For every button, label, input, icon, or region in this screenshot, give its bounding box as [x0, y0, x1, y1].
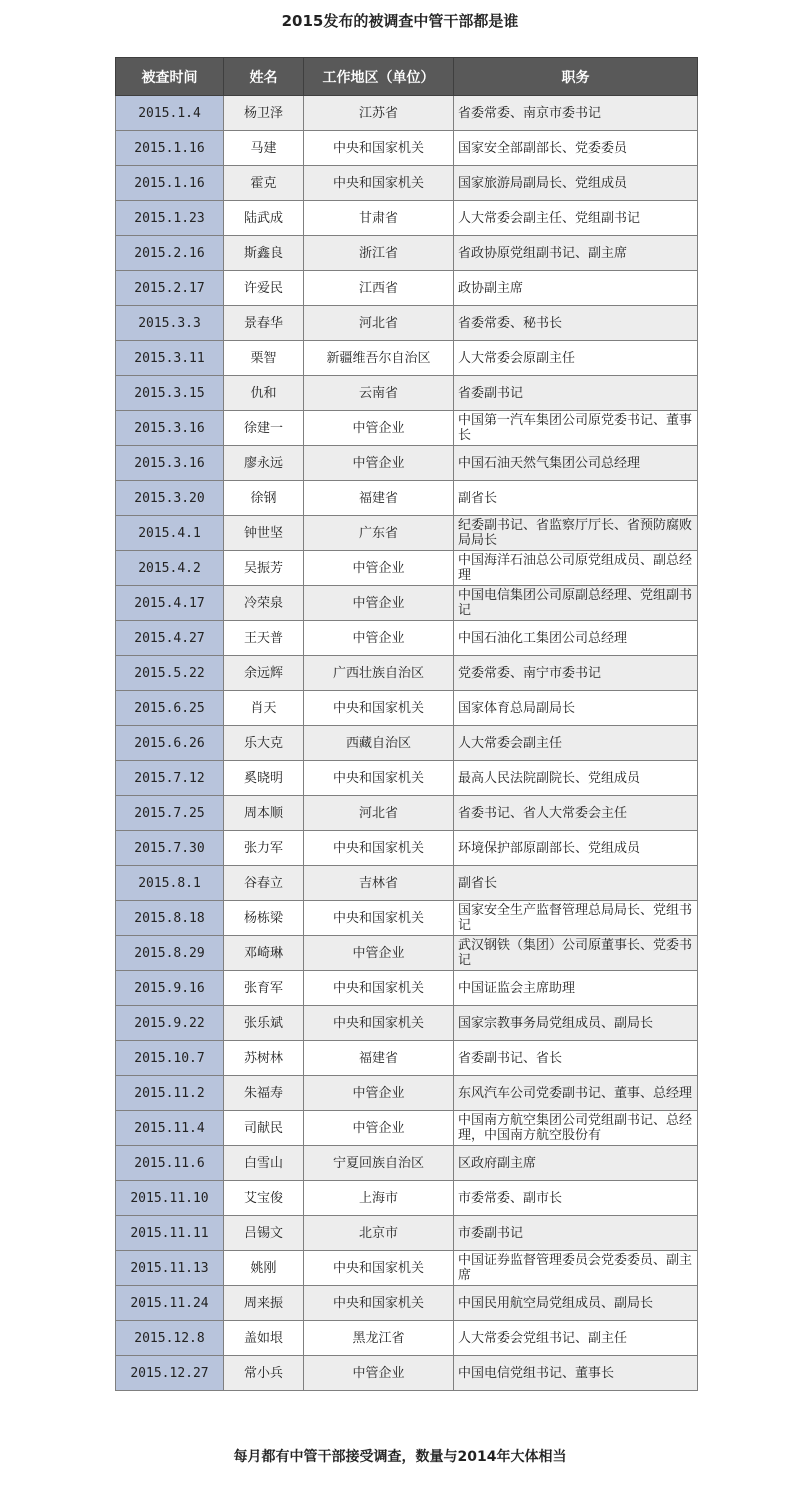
name-cell: 周本顺: [224, 796, 304, 831]
table-row: [116, 866, 698, 901]
region-cell: 中管企业: [304, 411, 454, 446]
region-cell: 云南省: [304, 376, 454, 411]
name-cell: 吴振芳: [224, 551, 304, 586]
region-cell: 甘肃省: [304, 201, 454, 236]
name-cell: 马建: [224, 131, 304, 166]
position-cell: 国家宗教事务局党组成员、副局长: [454, 1006, 698, 1041]
date-cell: 2015.8.1: [116, 866, 224, 901]
name-cell: 苏树林: [224, 1041, 304, 1076]
date-cell: 2015.3.3: [116, 306, 224, 341]
region-cell: 中央和国家机关: [304, 761, 454, 796]
name-cell: 周来振: [224, 1286, 304, 1321]
region-cell: 中央和国家机关: [304, 1286, 454, 1321]
date-cell: 2015.11.24: [116, 1286, 224, 1321]
date-cell: 2015.1.4: [116, 96, 224, 131]
table-row: [116, 341, 698, 376]
name-cell: 肖天: [224, 691, 304, 726]
table-row: [116, 1321, 698, 1356]
name-cell: 钟世坚: [224, 516, 304, 551]
date-cell: 2015.3.11: [116, 341, 224, 376]
table-body: [116, 96, 698, 1391]
table-row: [116, 1216, 698, 1251]
date-cell: 2015.9.16: [116, 971, 224, 1006]
table-row: [116, 1181, 698, 1216]
table-row: [116, 201, 698, 236]
position-cell: 中国证监会主席助理: [454, 971, 698, 1006]
header-region: 工作地区（单位）: [304, 58, 454, 96]
table-row: [116, 586, 698, 621]
date-cell: 2015.8.18: [116, 901, 224, 936]
region-cell: 广西壮族自治区: [304, 656, 454, 691]
date-cell: 2015.12.8: [116, 1321, 224, 1356]
name-cell: 景春华: [224, 306, 304, 341]
table-row: [116, 166, 698, 201]
region-cell: 广东省: [304, 516, 454, 551]
name-cell: 张力军: [224, 831, 304, 866]
date-cell: 2015.7.25: [116, 796, 224, 831]
date-cell: 2015.4.17: [116, 586, 224, 621]
region-cell: 中管企业: [304, 446, 454, 481]
position-cell: 人大常委会副主任: [454, 726, 698, 761]
region-cell: 江苏省: [304, 96, 454, 131]
date-cell: 2015.1.16: [116, 131, 224, 166]
position-cell: 中国海洋石油总公司原党组成员、副总经理: [454, 551, 698, 586]
date-cell: 2015.4.1: [116, 516, 224, 551]
position-cell: 省政协原党组副书记、副主席: [454, 236, 698, 271]
name-cell: 仇和: [224, 376, 304, 411]
table-row: [116, 726, 698, 761]
position-cell: 东风汽车公司党委副书记、董事、总经理: [454, 1076, 698, 1111]
position-cell: 国家旅游局副局长、党组成员: [454, 166, 698, 201]
date-cell: 2015.5.22: [116, 656, 224, 691]
name-cell: 白雪山: [224, 1146, 304, 1181]
date-cell: 2015.3.16: [116, 411, 224, 446]
region-cell: 中央和国家机关: [304, 901, 454, 936]
header-name: 姓名: [224, 58, 304, 96]
table-row: [116, 761, 698, 796]
name-cell: 余远辉: [224, 656, 304, 691]
investigation-table: [115, 57, 698, 1391]
region-cell: 中管企业: [304, 551, 454, 586]
table-row: [116, 411, 698, 446]
name-cell: 廖永远: [224, 446, 304, 481]
date-cell: 2015.3.16: [116, 446, 224, 481]
position-cell: 环境保护部原副部长、党组成员: [454, 831, 698, 866]
name-cell: 陆武成: [224, 201, 304, 236]
position-cell: 省委常委、南京市委书记: [454, 96, 698, 131]
position-cell: 纪委副书记、省监察厅厅长、省预防腐败局局长: [454, 516, 698, 551]
date-cell: 2015.1.23: [116, 201, 224, 236]
table-header-row: [116, 58, 698, 96]
region-cell: 中管企业: [304, 1111, 454, 1146]
region-cell: 福建省: [304, 481, 454, 516]
table-row: [116, 306, 698, 341]
table-row: [116, 1111, 698, 1146]
name-cell: 张育军: [224, 971, 304, 1006]
date-cell: 2015.6.25: [116, 691, 224, 726]
date-cell: 2015.12.27: [116, 1356, 224, 1391]
date-cell: 2015.2.17: [116, 271, 224, 306]
name-cell: 艾宝俊: [224, 1181, 304, 1216]
date-cell: 2015.11.13: [116, 1251, 224, 1286]
position-cell: 中国民用航空局党组成员、副局长: [454, 1286, 698, 1321]
position-cell: 人大常委会原副主任: [454, 341, 698, 376]
region-cell: 新疆维吾尔自治区: [304, 341, 454, 376]
table-row: [116, 1146, 698, 1181]
position-cell: 中国南方航空集团公司党组副书记、总经理，中国南方航空股份有: [454, 1111, 698, 1146]
region-cell: 中管企业: [304, 621, 454, 656]
region-cell: 吉林省: [304, 866, 454, 901]
position-cell: 中国石油化工集团公司总经理: [454, 621, 698, 656]
date-cell: 2015.9.22: [116, 1006, 224, 1041]
table-row: [116, 1286, 698, 1321]
position-cell: 中国电信集团公司原副总经理、党组副书记: [454, 586, 698, 621]
region-cell: 中央和国家机关: [304, 1006, 454, 1041]
table-row: [116, 831, 698, 866]
position-cell: 省委副书记、省长: [454, 1041, 698, 1076]
date-cell: 2015.11.2: [116, 1076, 224, 1111]
name-cell: 常小兵: [224, 1356, 304, 1391]
position-cell: 省委副书记: [454, 376, 698, 411]
date-cell: 2015.11.4: [116, 1111, 224, 1146]
region-cell: 宁夏回族自治区: [304, 1146, 454, 1181]
table-row: [116, 481, 698, 516]
date-cell: 2015.2.16: [116, 236, 224, 271]
name-cell: 乐大克: [224, 726, 304, 761]
name-cell: 吕锡文: [224, 1216, 304, 1251]
region-cell: 中管企业: [304, 1076, 454, 1111]
name-cell: 奚晓明: [224, 761, 304, 796]
date-cell: 2015.11.10: [116, 1181, 224, 1216]
page-title: 2015发布的被调查中管干部都是谁: [281, 12, 519, 30]
table-row: [116, 656, 698, 691]
name-cell: 司献民: [224, 1111, 304, 1146]
position-cell: 副省长: [454, 481, 698, 516]
region-cell: 江西省: [304, 271, 454, 306]
date-cell: 2015.3.20: [116, 481, 224, 516]
region-cell: 中央和国家机关: [304, 691, 454, 726]
table-row: [116, 446, 698, 481]
position-cell: 副省长: [454, 866, 698, 901]
region-cell: 黑龙江省: [304, 1321, 454, 1356]
position-cell: 政协副主席: [454, 271, 698, 306]
date-cell: 2015.1.16: [116, 166, 224, 201]
name-cell: 姚刚: [224, 1251, 304, 1286]
region-cell: 西藏自治区: [304, 726, 454, 761]
position-cell: 市委副书记: [454, 1216, 698, 1251]
header-date: 被查时间: [116, 58, 224, 96]
region-cell: 中央和国家机关: [304, 166, 454, 201]
region-cell: 中央和国家机关: [304, 971, 454, 1006]
name-cell: 王天普: [224, 621, 304, 656]
name-cell: 徐钢: [224, 481, 304, 516]
region-cell: 中央和国家机关: [304, 1251, 454, 1286]
position-cell: 中国第一汽车集团公司原党委书记、董事长: [454, 411, 698, 446]
region-cell: 中管企业: [304, 936, 454, 971]
name-cell: 杨栋梁: [224, 901, 304, 936]
table-row: [116, 901, 698, 936]
table-row: [116, 1041, 698, 1076]
name-cell: 许爱民: [224, 271, 304, 306]
table-row: [116, 551, 698, 586]
date-cell: 2015.8.29: [116, 936, 224, 971]
position-cell: 省委书记、省人大常委会主任: [454, 796, 698, 831]
table-row: [116, 936, 698, 971]
date-cell: 2015.7.30: [116, 831, 224, 866]
position-cell: 党委常委、南宁市委书记: [454, 656, 698, 691]
name-cell: 冷荣泉: [224, 586, 304, 621]
date-cell: 2015.4.2: [116, 551, 224, 586]
position-cell: 国家安全部副部长、党委委员: [454, 131, 698, 166]
position-cell: 武汉钢铁（集团）公司原董事长、党委书记: [454, 936, 698, 971]
position-cell: 中国石油天然气集团公司总经理: [454, 446, 698, 481]
position-cell: 市委常委、副市长: [454, 1181, 698, 1216]
date-cell: 2015.6.26: [116, 726, 224, 761]
name-cell: 徐建一: [224, 411, 304, 446]
region-cell: 北京市: [304, 1216, 454, 1251]
date-cell: 2015.11.6: [116, 1146, 224, 1181]
table-row: [116, 271, 698, 306]
table-row: [116, 1006, 698, 1041]
name-cell: 霍克: [224, 166, 304, 201]
position-cell: 中国电信党组书记、董事长: [454, 1356, 698, 1391]
region-cell: 河北省: [304, 306, 454, 341]
region-cell: 上海市: [304, 1181, 454, 1216]
region-cell: 浙江省: [304, 236, 454, 271]
region-cell: 河北省: [304, 796, 454, 831]
position-cell: 中国证券监督管理委员会党委委员、副主席: [454, 1251, 698, 1286]
table-row: [116, 691, 698, 726]
table-row: [116, 376, 698, 411]
date-cell: 2015.7.12: [116, 761, 224, 796]
position-cell: 国家体育总局副局长: [454, 691, 698, 726]
date-cell: 2015.3.15: [116, 376, 224, 411]
position-cell: 国家安全生产监督管理总局局长、党组书记: [454, 901, 698, 936]
date-cell: 2015.10.7: [116, 1041, 224, 1076]
region-cell: 福建省: [304, 1041, 454, 1076]
table-row: [116, 1251, 698, 1286]
table-row: [116, 971, 698, 1006]
date-cell: 2015.11.11: [116, 1216, 224, 1251]
table-row: [116, 516, 698, 551]
table-row: [116, 96, 698, 131]
position-cell: 省委常委、秘书长: [454, 306, 698, 341]
position-cell: 人大常委会副主任、党组副书记: [454, 201, 698, 236]
name-cell: 张乐斌: [224, 1006, 304, 1041]
table-row: [116, 236, 698, 271]
table-row: [116, 796, 698, 831]
table-row: [116, 131, 698, 166]
region-cell: 中央和国家机关: [304, 131, 454, 166]
name-cell: 杨卫泽: [224, 96, 304, 131]
name-cell: 谷春立: [224, 866, 304, 901]
header-position: 职务: [454, 58, 698, 96]
table-row: [116, 1356, 698, 1391]
name-cell: 盖如垠: [224, 1321, 304, 1356]
region-cell: 中管企业: [304, 586, 454, 621]
region-cell: 中管企业: [304, 1356, 454, 1391]
position-cell: 区政府副主席: [454, 1146, 698, 1181]
name-cell: 朱福寿: [224, 1076, 304, 1111]
name-cell: 邓崎琳: [224, 936, 304, 971]
caption: 每月都有中管干部接受调查，数量与2014年大体相当: [233, 1449, 567, 1465]
name-cell: 栗智: [224, 341, 304, 376]
date-cell: 2015.4.27: [116, 621, 224, 656]
name-cell: 斯鑫良: [224, 236, 304, 271]
position-cell: 最高人民法院副院长、党组成员: [454, 761, 698, 796]
region-cell: 中央和国家机关: [304, 831, 454, 866]
table-row: [116, 1076, 698, 1111]
position-cell: 人大常委会党组书记、副主任: [454, 1321, 698, 1356]
table-row: [116, 621, 698, 656]
